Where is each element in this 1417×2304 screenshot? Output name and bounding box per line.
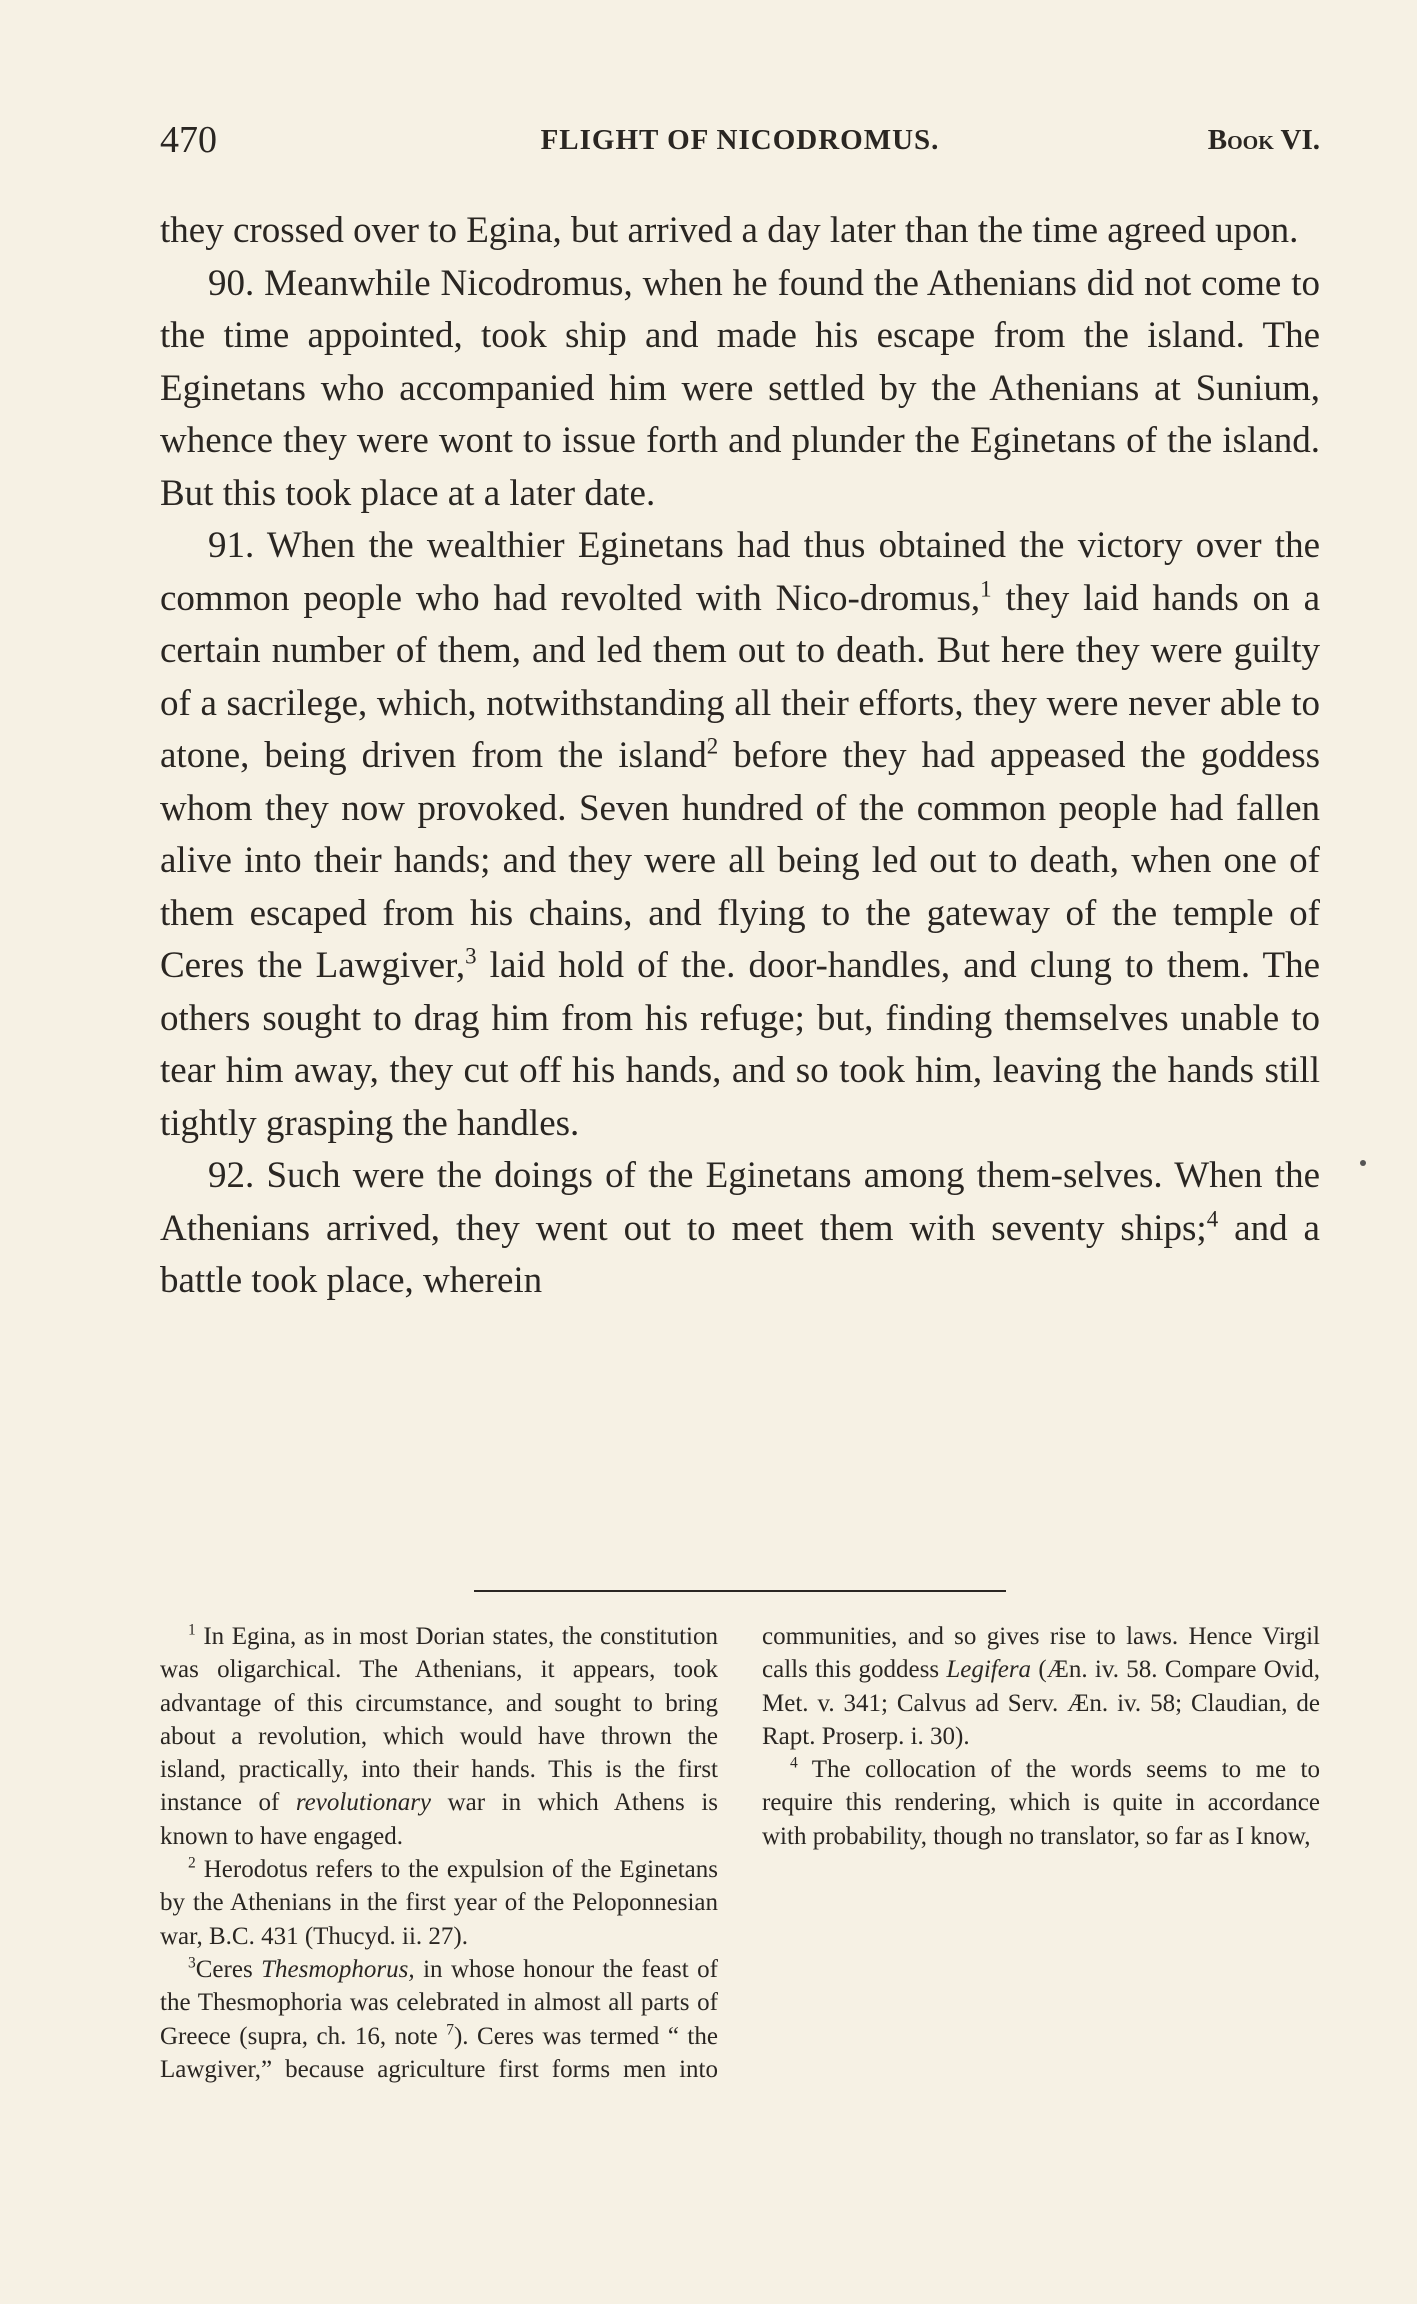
emphasis: revolutionary: [295, 1789, 432, 1817]
emphasis: Thesmophorus,: [261, 1955, 415, 1983]
text-span: they laid hands on a certain number of them, and led them out to death. But here they were guilty of a sacrilege, which, notwithstanding all their efforts, they were never able to atone, being driven from the island: [160, 577, 1320, 776]
emphasis: Legifera: [946, 1656, 1032, 1684]
text-span: 91. When the wealthier Eginetans had thus obtained the victory over the common people who had revolted with Nico-dromus,: [160, 525, 1320, 619]
text-span: (Æn. iv. 58. Compare Ovid, Met. v. 341; Calvus ad Serv. Æn. iv. 58; Claudian, de Rapt. Proserp. i. 30).: [762, 1656, 1320, 1750]
text-span: war in which Athens is known to have engaged.: [160, 1789, 719, 1850]
note-ref-7: 7: [446, 2021, 454, 2039]
text-span: and a battle took place, wherein: [160, 1207, 1320, 1301]
footnote-2: [160, 1853, 718, 1953]
footnote-ref-3[interactable]: 3: [465, 943, 477, 969]
page-number: 470: [160, 119, 217, 161]
footnotes: [160, 1620, 1320, 2100]
footnote-marker: 2: [188, 1854, 196, 1872]
footnote-ref-4[interactable]: 4: [1206, 1206, 1219, 1232]
footnote-ref-2[interactable]: 2: [706, 733, 719, 759]
footnote-ref-1[interactable]: 1: [980, 576, 992, 602]
text-span: 92. Such were the doings of the Eginetans among them-selves. When the Athenians arrived, they went out to meet them with seventy ships;: [160, 1155, 1320, 1249]
footnote-marker: 3: [188, 1954, 196, 1972]
text-span: In Egina, as in most Dorian states, the constitution was oligarchical. The Athenians, it appears, took advantage of this circumstance, and sought to bring about a revolution, which would have thrown the island, practically, into their hands. This is the first instance of: [160, 1623, 718, 1817]
paragraph-90: 90. Meanwhile Nicodromus, when he found the Athenians did not come to the time appointed, took ship and made his escape from the island. The Eginetans who accompanied him were settled by the Athenians at Sunium, whence they were wont to issue forth and plunder the Eginetans of the island. But this took place at a later date.: [160, 262, 1320, 514]
margin-mark: [1360, 1160, 1366, 1166]
text-span: The collocation of the words seems to me to require this rendering, which is quite in accordance with probability, though no translator, so far as I know,: [762, 1756, 1320, 1850]
text-span: in whose honour the feast of the Thesmophoria was celebrated in almost all parts of Greece (supra, ch. 16, note: [160, 1955, 719, 2050]
footnote-divider: [474, 1590, 1006, 1592]
footnote-4: [762, 1753, 1320, 1853]
running-title: FLIGHT OF NICODROMUS.: [540, 124, 940, 156]
text-span: before they had appeased the goddess whom they now provoked. Seven hundred of the common people had fallen alive into their hands; and they were all being led out to death, when one of them escaped from his chains, and flying to the gateway of the temple of Ceres the Lawgiver,: [160, 735, 1321, 986]
text-span: ). Ceres was termed “ the Lawgiver,” because agriculture first forms men into communities, and so gives rise to laws. Hence Virgil calls this goddess: [160, 1623, 1320, 2083]
footnote-1: [160, 1620, 718, 1853]
text-span: Herodotus refers to the expulsion of the Eginetans by the Athenians in the first year of the Peloponnesian war, B.C. 431 (Thucyd. ii. 27).: [160, 1856, 718, 1950]
main-text: [160, 205, 1320, 1308]
text-span: Ceres: [195, 1955, 262, 1983]
book-label: Book VI.: [1207, 124, 1320, 156]
text-span: laid hold of the. door-handles, and clung to them. The others sought to drag him from his refuge; but, finding themselves unable to tear him away, they cut off his hands, and so took him, leaving the hands still tightly grasping the handles.: [160, 945, 1320, 1144]
paragraph-91: [160, 520, 1320, 1150]
paragraph-continuation: they crossed over to Egina, but arrived a day later than the time agreed upon.: [160, 210, 1299, 251]
paragraph-92: [160, 1150, 1320, 1308]
running-header: [160, 118, 1320, 168]
footnote-marker: 1: [188, 1621, 196, 1639]
footnote-marker: 4: [790, 1754, 798, 1772]
